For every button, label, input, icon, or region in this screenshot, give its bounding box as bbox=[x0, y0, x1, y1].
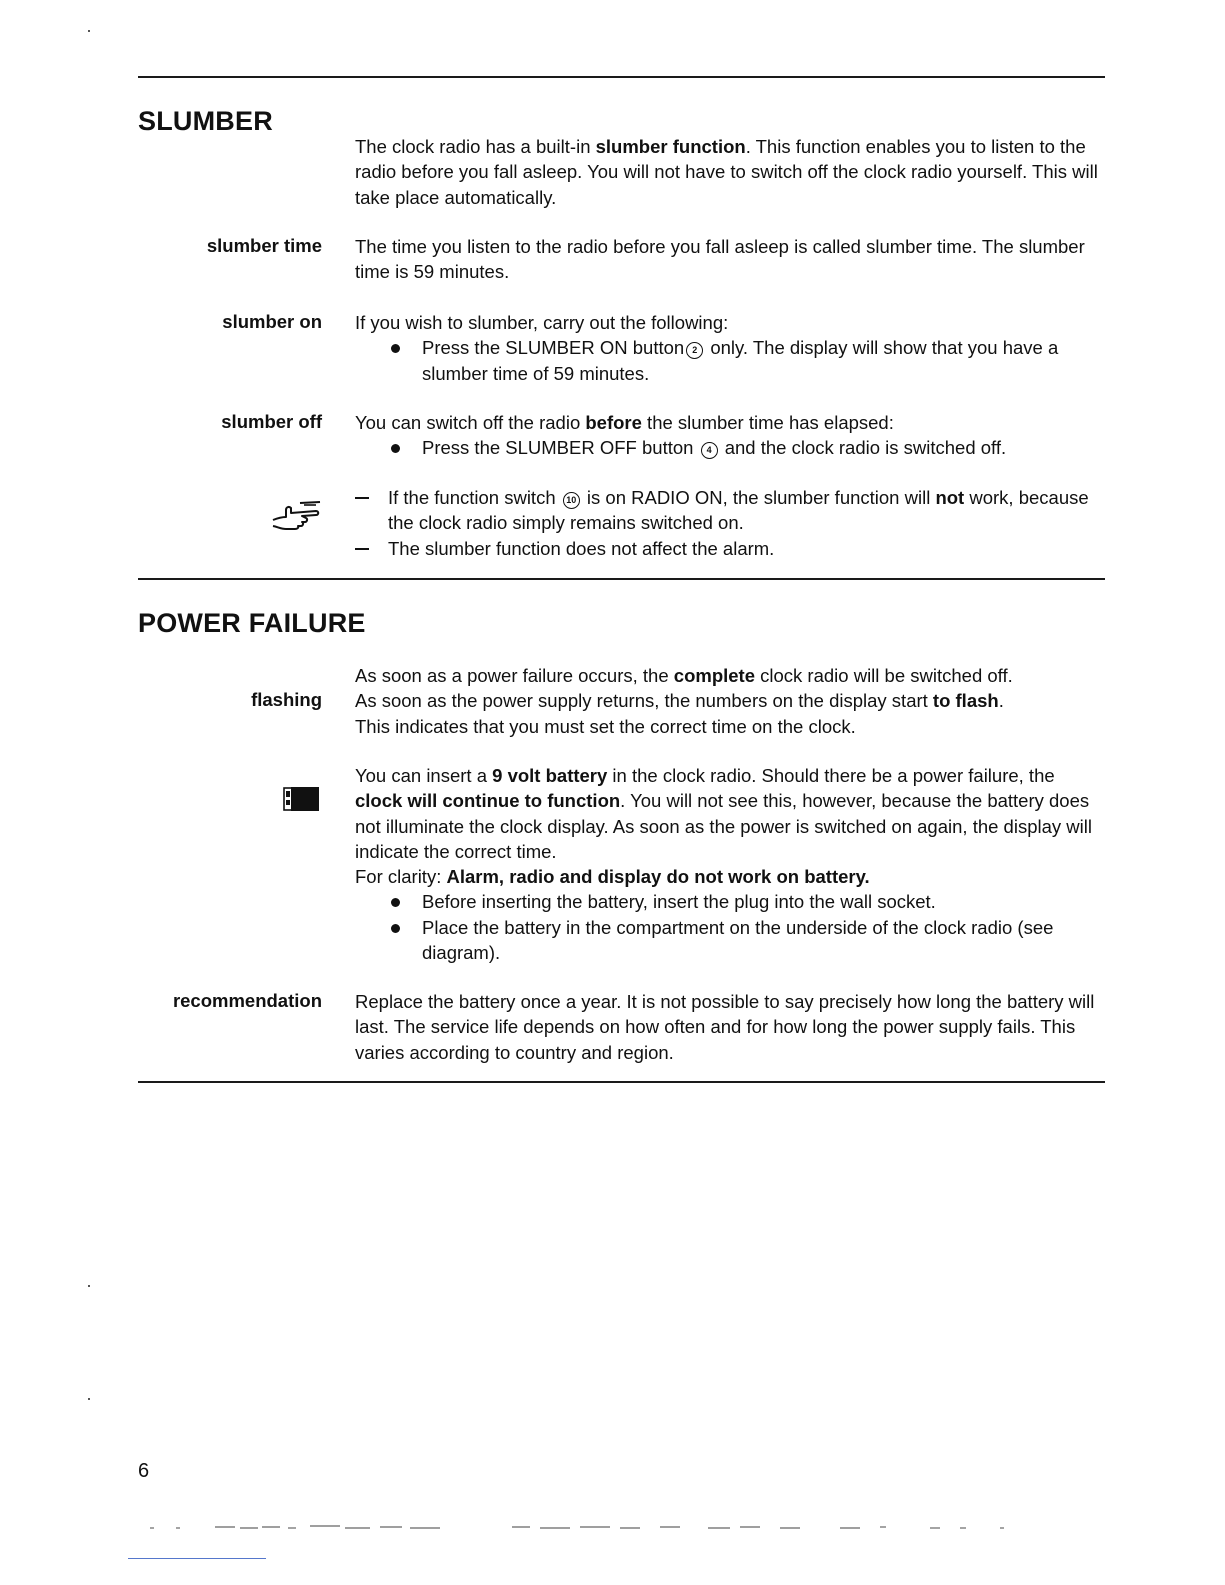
slumber-off-text: You can switch off the radio before the slumber time has elapsed: Press the SLUMBER OFF button 4 and the clock radio is switched off. bbox=[355, 410, 1105, 461]
scan-speck bbox=[88, 1398, 90, 1400]
slumber-notes bbox=[355, 485, 1105, 561]
page-number: 6 bbox=[138, 1460, 150, 1482]
scan-blue-line bbox=[128, 1558, 266, 1559]
scan-noise bbox=[140, 1524, 1040, 1546]
slumber-note-1: If the function switch 10 is on RADIO ON, the slumber function will not work, because the clock radio simply remains switched on. bbox=[355, 485, 1105, 536]
battery-icon bbox=[282, 786, 320, 812]
battery-text: You can insert a 9 volt battery in the clock radio. Should there be a power failure, the clock will continue to function. You will not see this, however, because the battery does not illuminate the clock display. As soon as the power is switched on again, the display will indicate the correct time. For clarity: Alarm, radio and display do not work on battery. Before inserting the battery, insert the plug into the wall socket. Place the battery in the compartment on the underside of the clock radio (see diagram). bbox=[355, 763, 1105, 965]
top-rule bbox=[138, 76, 1105, 78]
power-failure-heading: POWER FAILURE bbox=[138, 608, 366, 638]
slumber-on-label: slumber on bbox=[222, 311, 322, 332]
battery-bullet-1: Before inserting the battery, insert the plug into the wall socket. bbox=[355, 889, 1105, 914]
slumber-intro: The clock radio has a built-in slumber function. This function enables you to listen to the radio before you fall asleep. You will not have to switch off the clock radio yourself. This will take place automatically. bbox=[355, 136, 1098, 208]
scan-speck bbox=[88, 30, 90, 32]
scan-speck bbox=[88, 1285, 90, 1287]
slumber-off-bullet: Press the SLUMBER OFF button 4 and the clock radio is switched off. bbox=[355, 435, 1105, 460]
middle-rule bbox=[138, 578, 1105, 580]
slumber-on-bullet: Press the SLUMBER ON button 2 only. The display will show that you have a slumber time of 59 minutes. bbox=[355, 335, 1105, 386]
slumber-on-text: If you wish to slumber, carry out the following: Press the SLUMBER ON button 2 only. The display will show that you have a slumber time of 59 minutes. bbox=[355, 310, 1105, 386]
recommendation-text: Replace the battery once a year. It is not possible to say precisely how long the battery will last. The service life depends on how often and for how long the power supply fails. This varies according to country and region. bbox=[355, 991, 1095, 1063]
button-2-marker: 2 bbox=[686, 342, 703, 359]
power-failure-intro: As soon as a power failure occurs, the complete clock radio will be switched off. As soon as the power supply returns, the numbers on the display start to flash. This indicates that you must set the correct time on the clock. bbox=[355, 665, 1013, 737]
slumber-time-label: slumber time bbox=[206, 235, 322, 256]
switch-10-marker: 10 bbox=[563, 492, 580, 509]
flashing-label: flashing bbox=[251, 689, 322, 710]
slumber-time-text: The time you listen to the radio before you fall asleep is called slumber time. The slumber time is 59 minutes. bbox=[355, 236, 1085, 283]
bottom-rule bbox=[138, 1081, 1105, 1083]
slumber-heading: SLUMBER bbox=[138, 106, 273, 136]
pointing-hand-icon bbox=[270, 500, 324, 530]
slumber-off-label: slumber off bbox=[221, 411, 322, 432]
battery-bullet-2: Place the battery in the compartment on the underside of the clock radio (see diagram). bbox=[355, 915, 1105, 966]
slumber-note-2: The slumber function does not affect the alarm. bbox=[355, 536, 1105, 561]
button-4-marker: 4 bbox=[701, 442, 718, 459]
recommendation-label: recommendation bbox=[172, 990, 322, 1011]
